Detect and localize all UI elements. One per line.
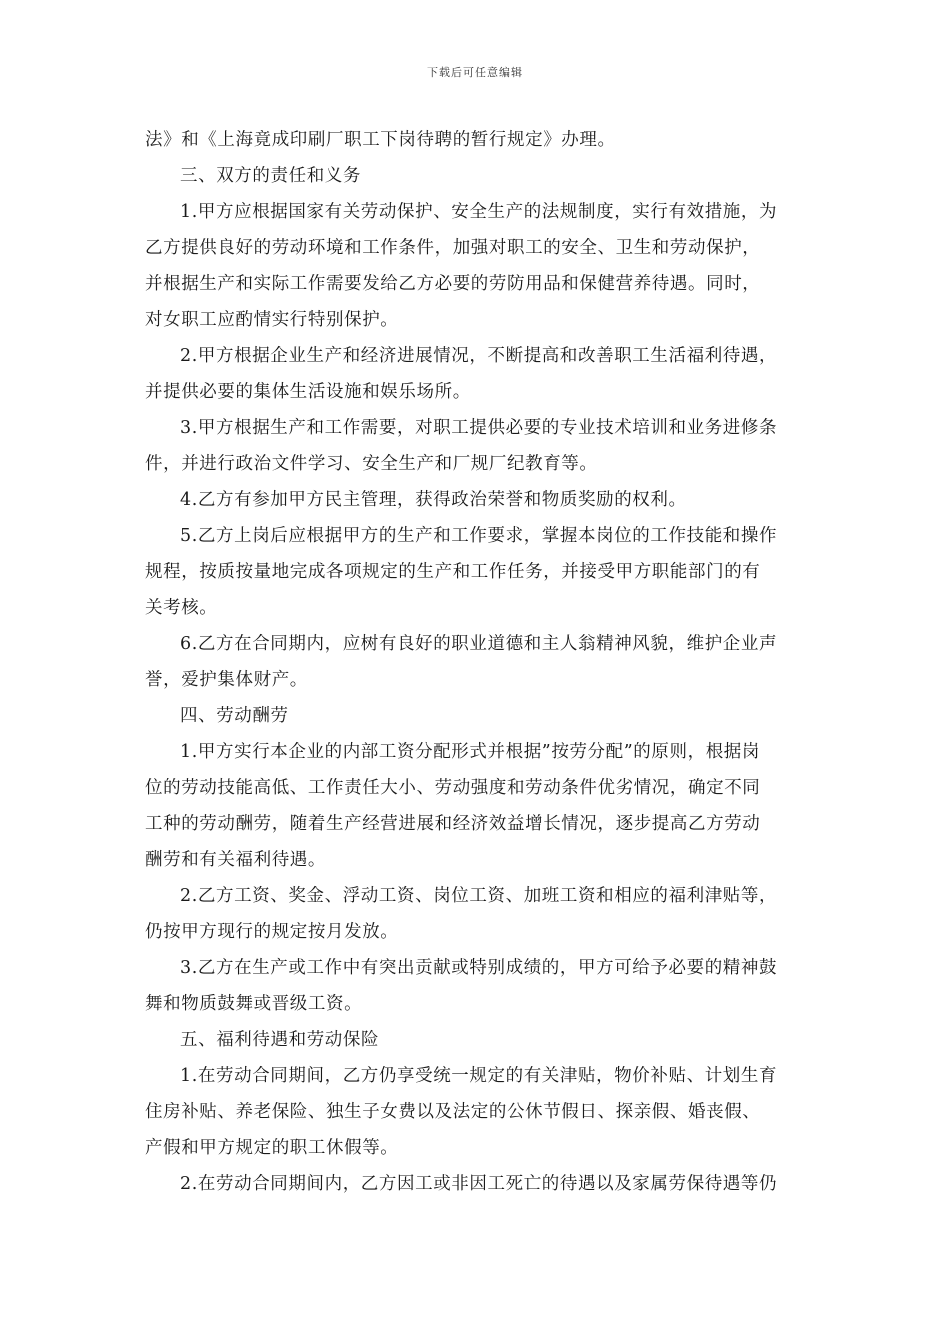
text-line: 并根据生产和实际工作需要发给乙方必要的劳防用品和保健营养待遇。同时， [145,274,761,294]
page-header-note: 下载后可任意编辑 [427,66,523,79]
text-line: 四、劳动酬劳 [180,706,289,726]
text-line: 2.甲方根据企业生产和经济进展情况，不断提高和改善职工生活福利待遇， [180,346,778,366]
text-line: 关考核。 [145,598,218,618]
text-line: 法》和《上海竟成印刷厂职工下岗待聘的暂行规定》办理。 [145,130,616,150]
text-line: 住房补贴、养老保险、独生子女费以及法定的公休节假日、探亲假、婚丧假、 [145,1102,761,1122]
text-line: 三、双方的责任和义务 [180,166,361,186]
text-line: 位的劳动技能高低、工作责任大小、劳动强度和劳动条件优劣情况，确定不同 [145,778,761,798]
text-line: 舞和物质鼓舞或晋级工资。 [145,994,363,1014]
text-line: 6.乙方在合同期内，应树有良好的职业道德和主人翁精神风貌，维护企业声 [180,634,778,654]
text-line: 并提供必要的集体生活设施和娱乐场所。 [145,382,471,402]
text-line: 工种的劳动酬劳，随着生产经营进展和经济效益增长情况，逐步提高乙方劳动 [145,814,761,834]
text-line: 五、福利待遇和劳动保险 [180,1030,380,1050]
text-line: 仍按甲方现行的规定按月发放。 [145,922,399,942]
text-line: 酬劳和有关福利待遇。 [145,850,326,870]
text-line: 5.乙方上岗后应根据甲方的生产和工作要求，掌握本岗位的工作技能和操作 [180,526,778,546]
document-body [145,122,805,1202]
text-line: 3.甲方根据生产和工作需要，对职工提供必要的专业技术培训和业务进修条 [180,418,778,438]
text-line: 对女职工应酌情实行特别保护。 [145,310,399,330]
text-line: 2.在劳动合同期间内，乙方因工或非因工死亡的待遇以及家属劳保待遇等仍 [180,1174,778,1194]
text-line: 产假和甲方规定的职工休假等。 [145,1138,399,1158]
text-line: 誉，爱护集体财产。 [145,670,308,690]
text-line: 1.甲方实行本企业的内部工资分配形式并根据”按劳分配”的原则，根据岗 [180,742,760,762]
text-line: 件，并进行政治文件学习、安全生产和厂规厂纪教育等。 [145,454,598,474]
text-line: 3.乙方在生产或工作中有突出贡献或特别成绩的，甲方可给予必要的精神鼓 [180,958,778,978]
text-line: 规程，按质按量地完成各项规定的生产和工作任务，并接受甲方职能部门的有 [145,562,761,582]
text-line: 2.乙方工资、奖金、浮动工资、岗位工资、加班工资和相应的福利津贴等， [180,886,778,906]
text-line: 4.乙方有参加甲方民主管理，获得政治荣誉和物质奖励的权利。 [180,490,687,510]
text-line: 乙方提供良好的劳动环境和工作条件，加强对职工的安全、卫生和劳动保护， [145,238,761,258]
text-line: 1.在劳动合同期间，乙方仍享受统一规定的有关津贴，物价补贴、计划生育 [180,1066,778,1086]
text-line: 1.甲方应根据国家有关劳动保护、安全生产的法规制度，实行有效措施，为 [180,202,778,222]
